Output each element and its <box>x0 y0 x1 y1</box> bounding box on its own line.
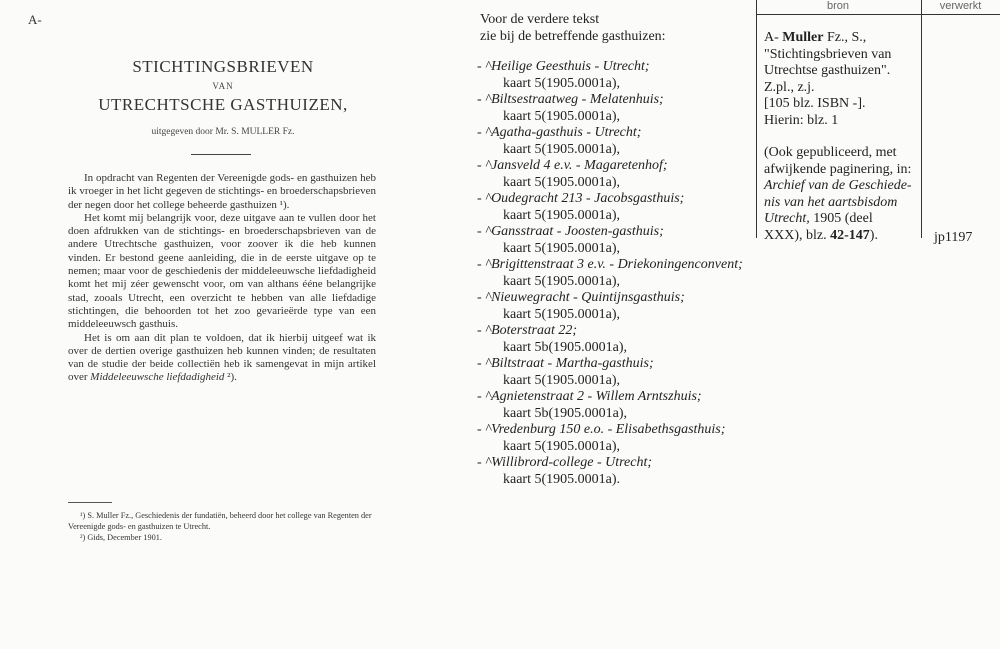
list-item: - ^Biltsestraatweg - Melatenhuis; kaart 5(1905.0001a), <box>477 92 664 124</box>
column-header-verwerkt: verwerkt <box>939 0 982 12</box>
title-line-2: UTRECHTSCHE GASTHUIZEN, <box>98 95 348 114</box>
list-item: - ^Agnietenstraat 2 - Willem Arntszhuis; kaart 5b(1905.0001a), <box>477 389 702 421</box>
paragraph: Het is om aan dit plan te voldoen, dat ik hierbij uitgeef wat ik over de dertien overige gasthuizen heb kunnen vinden; de resultaten van de studie der beide collectiën heb ik samengevat in mijn artikel over Middeleeuwsche liefdadigheid ²). <box>68 331 376 384</box>
list-item: - ^Brigittenstraat 3 e.v. - Driekoningenconvent; kaart 5(1905.0001a), <box>477 257 743 289</box>
list-item: - ^Willibrord-college - Utrecht; kaart 5(1905.0001a). <box>477 455 653 487</box>
italic-title: Middeleeuwsche liefdadigheid <box>90 371 225 384</box>
footnote-divider <box>68 502 112 503</box>
list-item: - ^Boterstraat 22; kaart 5b(1905.0001a), <box>477 323 628 355</box>
footnote: ²) Gids, December 1901. <box>80 533 162 542</box>
footnote: ¹) S. Muller Fz., Geschiedenis der fundatiën, beheerd door het college van Regenten der Vereenigde gods- en gasthuizen te Utrecht. <box>68 511 372 531</box>
paragraph: In opdracht van Regenten der Vereenigde gods- en gasthuizen heb ik vroeger in het licht gegeven de stichtings- en broederschapsbrieven der negen door het college beheerde gasthuizen ¹). <box>68 172 376 211</box>
list-item: - ^Vredenburg 150 e.o. - Elisabethsgasthuis; kaart 5(1905.0001a), <box>477 422 726 454</box>
editor-line: uitgegeven door Mr. S. MULLER Fz. <box>151 127 295 137</box>
author-name: Muller <box>782 30 824 45</box>
paragraph: Het komt mij belangrijk voor, deze uitgave aan te vullen door het doen afdrukken van de stichtings- en broederschapsbrieven van de andere Utrechtsche gasthuizen, voor zoover ik die heb kunnen vinden. Er bestond geene aanleiding, die in de eerste uitgave op te nemen; maar voor de geschiedenis der middeleeuwsche liefdadigheid komt het mij zéer gewenscht voor, om van althans ééne belangrijke stad, zooals Utrecht, een overzicht te hebben van alle liefdadige stichtingen, die behoorden tot het zoo gevarieërde type van een middeleeuwsch gasthuis. <box>68 211 376 331</box>
column-header-bron: bron <box>826 0 850 12</box>
body-text <box>68 172 376 385</box>
list-item: - ^Jansveld 4 e.v. - Magaretenhof; kaart 5(1905.0001a), <box>477 158 668 190</box>
footnotes <box>68 510 376 543</box>
reference-list <box>477 59 767 488</box>
list-item: - ^Biltstraat - Martha-gasthuis; kaart 5(1905.0001a), <box>477 356 654 388</box>
title-van: VAN <box>212 81 234 91</box>
corner-mark: A- <box>28 12 42 27</box>
list-item: - ^Agatha-gasthuis - Utrecht; kaart 5(1905.0001a), <box>477 125 642 157</box>
list-item: - ^Gansstraat - Joosten-gasthuis; kaart 5(1905.0001a), <box>477 224 664 256</box>
reference-heading: Voor de verdere tekst zie bij de betreffende gasthuizen: <box>480 12 666 44</box>
title-line-1: STICHTINGSBRIEVEN <box>132 57 314 76</box>
list-item: - ^Nieuwegracht - Quintijnsgasthuis; kaart 5(1905.0001a), <box>477 290 685 322</box>
table-header-rule <box>756 14 1000 15</box>
verwerkt-code: jp1197 <box>934 230 973 245</box>
list-item: - ^Heilige Geesthuis - Utrecht; kaart 5(1905.0001a), <box>477 59 650 91</box>
title-divider <box>191 154 251 155</box>
list-item: - ^Oudegracht 213 - Jacobsgasthuis; kaart 5(1905.0001a), <box>477 191 685 223</box>
bron-citation: A- Muller Fz., S., "Stichtingsbrieven van Utrechtse gasthuizen". Z.pl., z.j. [105 blz. ISBN -]. Hierin: blz. 1 (Ook gepubliceerd, met afwijkende paginering, in: Archief van de Geschiede- nis van het aartsbisdom Utrecht, 1905 (deel XXX), blz. 42-147). <box>764 30 912 243</box>
